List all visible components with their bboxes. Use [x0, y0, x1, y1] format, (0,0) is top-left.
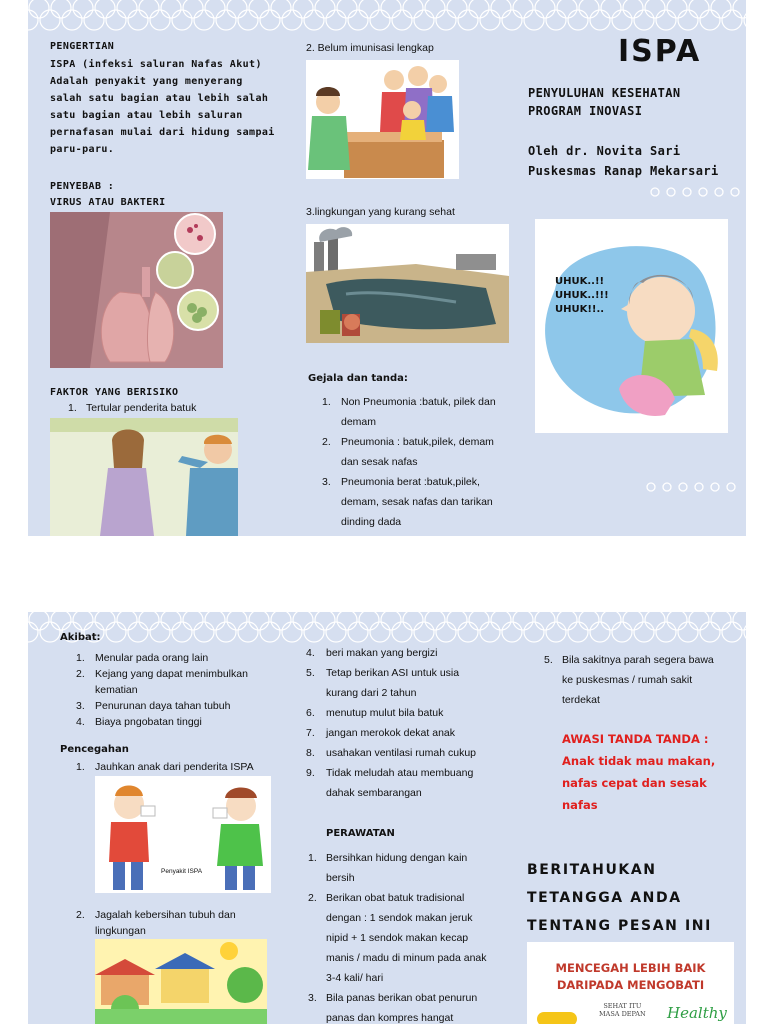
dot-row-decoration — [650, 186, 746, 198]
gejala-item — [322, 392, 542, 432]
akibat-item — [76, 666, 276, 698]
gejala-item — [322, 472, 542, 532]
pengertian-line: salah satu bagian atau lebih salah — [50, 93, 269, 104]
gejala-item-line: dinding dada — [341, 516, 402, 528]
pencegahan-item-number: 1. — [76, 761, 85, 773]
scallop-border — [28, 612, 746, 646]
akibat-item — [76, 714, 276, 730]
perawatan-item-line: terdekat — [562, 694, 600, 706]
sneezing-children-image — [95, 776, 271, 893]
gejala-item-number: 1. — [322, 396, 331, 408]
leaflet-subtitle-line: PROGRAM INOVASI — [528, 104, 643, 118]
perawatan-item-line: Bila sakitnya parah segera bawa — [562, 654, 714, 666]
share-message-line: BERITAHUKAN — [527, 862, 657, 878]
scallop-border — [28, 0, 746, 34]
warning-signs-heading: AWASI TANDA TANDA : — [562, 732, 709, 746]
small-tag-line: MASA DEPAN — [599, 1010, 646, 1018]
pencegahan-item-line: Tetap berikan ASI untuk usia — [326, 667, 460, 679]
pencegahan-item-line: Jagalah kebersihan tubuh dan — [95, 909, 236, 921]
warning-signs-line: nafas — [562, 798, 598, 812]
akibat-item-line: Kejang yang dapat menimbulkan — [95, 668, 248, 680]
clean-environment-image — [95, 939, 267, 1024]
perawatan-item-number: 2. — [308, 892, 317, 904]
akibat-item-line: Menular pada orang lain — [95, 652, 209, 664]
pencegahan-item — [306, 643, 516, 663]
pencegahan-item — [306, 663, 516, 703]
gejala-item-line: Pneumonia berat :batuk,pilek, — [341, 476, 480, 488]
pencegahan-item: Jauhkan anak dari penderita ISPA — [95, 761, 254, 773]
gejala-item-line: dan sesak nafas — [341, 456, 418, 468]
leaflet-subtitle-line: PENYULUHAN KESEHATAN — [528, 86, 681, 100]
akibat-item-number: 1. — [76, 652, 85, 664]
warning-signs-line: nafas cepat dan sesak — [562, 776, 707, 790]
gejala-item — [322, 432, 542, 472]
akibat-list — [76, 650, 276, 730]
gejala-item-line: demam, sesak nafas dan tarikan — [341, 496, 493, 508]
pencegahan-item-number: 6. — [306, 707, 315, 719]
pencegahan-item-number: 5. — [306, 667, 315, 679]
pencegahan-item-line: menutup mulut bila batuk — [326, 707, 444, 719]
pengertian-line: ISPA (infeksi saluran Nafas Akut) — [50, 59, 262, 70]
pencegahan-item-line: usahakan ventilasi rumah cukup — [326, 747, 477, 759]
gejala-heading: Gejala dan tanda: — [308, 373, 408, 384]
perawatan-item-line: nipid + 1 sendok makan kecap — [326, 932, 469, 944]
sneeze-caption: Penyakit ISPA — [161, 868, 203, 875]
perawatan-item-line: dengan : 1 sendok makan jeruk — [326, 912, 473, 924]
penyebab-value: VIRUS ATAU BAKTERI — [50, 197, 166, 208]
akibat-item-line: kematian — [95, 684, 138, 696]
perawatan-item-line: panas dan kompres hangat — [326, 1012, 454, 1024]
pengertian-line: Adalah penyakit yang menyerang — [50, 76, 243, 87]
pencegahan-item-line: Tidak meludah atau membuang — [326, 767, 474, 779]
perawatan-item — [308, 888, 518, 988]
gejala-item-line: demam — [341, 416, 377, 428]
slogan-text — [527, 960, 734, 994]
gejala-item-line: Pneumonia : batuk,pilek, demam — [341, 436, 494, 448]
akibat-item-number: 4. — [76, 716, 85, 728]
author-line: Oleh dr. Novita Sari — [528, 144, 681, 158]
perawatan-item-line: Berikan obat batuk tradisional — [326, 892, 465, 904]
yellow-badge-icon — [537, 1012, 577, 1024]
perawatan-item-number: 5. — [544, 654, 553, 666]
cough-sound-text: UHUK..!! — [555, 276, 605, 287]
share-message-line: TETANGGA ANDA — [527, 890, 682, 906]
slogan-line: MENCEGAH LEBIH BAIK — [555, 961, 706, 975]
dot-row-decoration — [646, 481, 742, 493]
healthy-word: Healthy — [667, 1004, 727, 1022]
cough-sound-text: UHUK!!.. — [555, 304, 605, 315]
pencegahan-item — [306, 743, 516, 763]
perawatan-item — [308, 988, 518, 1024]
leaflet-inner-panel — [28, 612, 746, 1024]
share-message — [527, 856, 712, 940]
coughing-child-image — [535, 219, 728, 433]
coughing-people-image — [50, 418, 238, 536]
pencegahan-item-line: jangan merokok dekat anak — [326, 727, 455, 739]
polluted-environment-image — [306, 224, 509, 343]
pencegahan-item — [306, 763, 516, 803]
pencegahan-item-line: dahak sembarangan — [326, 787, 422, 799]
pencegahan-item-number: 2. — [76, 909, 85, 921]
gejala-item-line: Non Pneumonia :batuk, pilek dan — [341, 396, 496, 408]
pengertian-line: satu bagian atau lebih saluran — [50, 110, 243, 121]
penyebab-heading: PENYEBAB : — [50, 181, 115, 192]
akibat-item-line: Biaya pngobatan tinggi — [95, 716, 202, 728]
akibat-item — [76, 698, 276, 714]
faktor-heading: FAKTOR YANG BERISIKO — [50, 387, 179, 398]
perawatan-list — [308, 848, 518, 1024]
leaflet-outer-panel — [28, 0, 746, 536]
pencegahan-item-number: 7. — [306, 727, 315, 739]
perawatan-item-line: ke puskesmas / rumah sakit — [562, 674, 693, 686]
pencegahan-item-number: 8. — [306, 747, 315, 759]
akibat-item-number: 3. — [76, 700, 85, 712]
pencegahan-item-line: kurang dari 2 tahun — [326, 687, 417, 699]
pencegahan-continued-list — [306, 643, 516, 803]
gejala-list — [322, 392, 542, 532]
pengertian-line: paru-paru. — [50, 144, 115, 155]
slogan-line: DARIPADA MENGOBATI — [556, 978, 705, 992]
perawatan-item-line: Bersihkan hidung dengan kain — [326, 852, 468, 864]
perawatan-item-line: manis / madu di minum pada anak — [326, 952, 487, 964]
risk-item-environment: 3.lingkungan yang kurang sehat — [306, 206, 455, 218]
warning-signs-line: Anak tidak mau makan, — [562, 754, 716, 768]
small-tag-line: SEHAT ITU — [603, 1002, 642, 1010]
pencegahan-item-line: lingkungan — [95, 925, 146, 937]
gejala-item-number: 2. — [322, 436, 331, 448]
pencegahan-item-number: 4. — [306, 647, 315, 659]
perawatan-item — [544, 650, 744, 710]
lung-virus-image — [50, 212, 223, 368]
pencegahan-item — [306, 703, 516, 723]
share-message-line: TENTANG PESAN INI — [527, 918, 712, 934]
gejala-item-number: 3. — [322, 476, 331, 488]
pencegahan-heading: Pencegahan — [60, 744, 129, 755]
pengertian-heading: PENGERTIAN — [50, 41, 115, 52]
faktor-item-number: 1. — [68, 402, 77, 414]
perawatan-heading: PERAWATAN — [326, 828, 395, 839]
perawatan-item — [308, 848, 518, 888]
pengertian-line: pernafasan mulai dari hidung sampai — [50, 127, 275, 138]
pencegahan-item — [306, 723, 516, 743]
faktor-item: Tertular penderita batuk — [86, 402, 197, 414]
akibat-item-line: Penurunan daya tahan tubuh — [95, 700, 231, 712]
author-line: Puskesmas Ranap Mekarsari — [528, 164, 719, 178]
small-tag — [599, 1002, 646, 1018]
pencegahan-item-number: 9. — [306, 767, 315, 779]
cough-sound-text: UHUK..!!! — [555, 290, 609, 301]
akibat-heading: Akibat: — [60, 632, 101, 643]
perawatan-continued-list — [544, 650, 744, 710]
risk-item-immunization: 2. Belum imunisasi lengkap — [306, 42, 434, 54]
perawatan-item-line: bersih — [326, 872, 355, 884]
prevention-slogan-banner — [527, 942, 734, 1024]
family-doctor-image — [306, 60, 459, 179]
perawatan-item-line: 3-4 kali/ hari — [326, 972, 384, 984]
leaflet-title: ISPA — [618, 34, 702, 69]
warning-signs-box — [562, 728, 715, 816]
akibat-item-number: 2. — [76, 668, 85, 680]
perawatan-item-number: 1. — [308, 852, 317, 864]
pencegahan-item-line: beri makan yang bergizi — [326, 647, 438, 659]
perawatan-item-line: Bila panas berikan obat penurun — [326, 992, 478, 1004]
akibat-item — [76, 650, 276, 666]
perawatan-item-number: 3. — [308, 992, 317, 1004]
